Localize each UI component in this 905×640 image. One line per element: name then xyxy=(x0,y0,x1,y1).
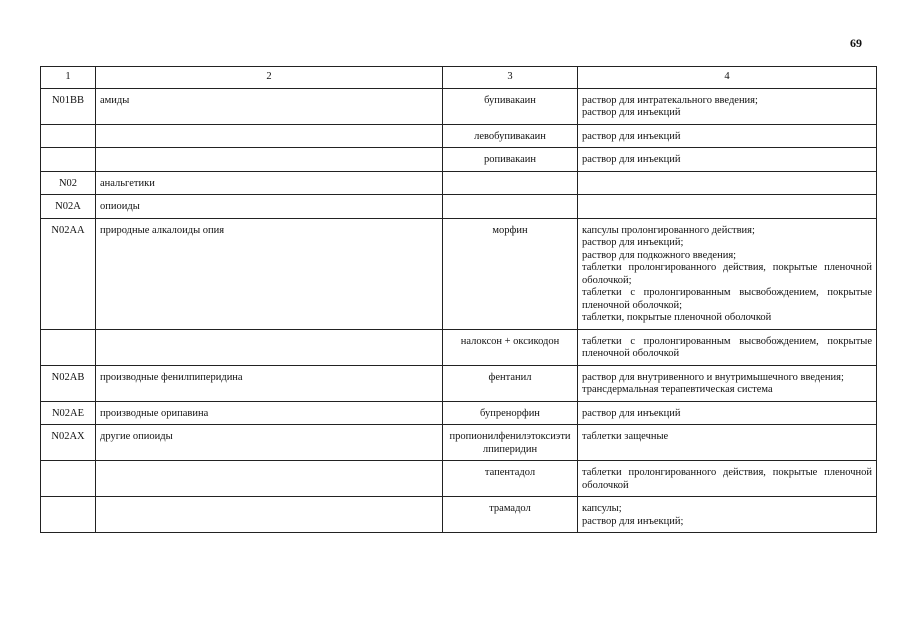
dosage-form: таблетки, покрытые пленочной оболочкой xyxy=(582,312,772,323)
drug-name-cell: бупренорфин xyxy=(443,401,578,425)
drug-name-cell: налоксон + оксикодон xyxy=(443,329,578,365)
dosage-form: раствор для инъекций xyxy=(582,407,681,419)
atc-group-cell: амиды xyxy=(96,88,443,124)
dosage-forms-cell xyxy=(578,171,877,195)
table-row xyxy=(41,425,877,461)
dosage-form: трансдермальная терапевтическая система xyxy=(582,384,773,395)
atc-code-cell xyxy=(41,148,96,172)
atc-code-cell xyxy=(41,497,96,533)
dosage-form: раствор для внутривенного и внутримышечного введения; xyxy=(582,371,844,383)
table-row xyxy=(41,148,877,172)
atc-code-cell: N02AB xyxy=(41,365,96,401)
table-row xyxy=(41,497,877,533)
table-row xyxy=(41,195,877,219)
column-header-1: 1 xyxy=(41,67,96,89)
atc-code-cell: N02 xyxy=(41,171,96,195)
atc-code-cell: N02AA xyxy=(41,218,96,329)
atc-group-cell xyxy=(96,329,443,365)
dosage-form: раствор для инъекций xyxy=(582,107,681,118)
drug-name-cell xyxy=(443,195,578,219)
atc-code-cell: N01BB xyxy=(41,88,96,124)
atc-group-cell: другие опиоиды xyxy=(96,425,443,461)
dosage-form: таблетки защечные xyxy=(582,431,669,442)
dosage-forms-cell xyxy=(578,148,877,172)
atc-group-cell: природные алкалоиды опия xyxy=(96,218,443,329)
drug-name-cell: пропионилфенилэтоксиэтилпиперидин xyxy=(443,425,578,461)
dosage-form: раствор для инъекций; xyxy=(582,237,684,248)
table-row xyxy=(41,329,877,365)
atc-group-cell xyxy=(96,461,443,497)
table-row xyxy=(41,401,877,425)
dosage-form: раствор для инъекций xyxy=(582,154,681,165)
atc-code-cell xyxy=(41,124,96,148)
table-row xyxy=(41,218,877,329)
drug-name-cell xyxy=(443,171,578,195)
column-header-3: 3 xyxy=(443,67,578,89)
atc-code-cell: N02AE xyxy=(41,401,96,425)
drug-name-cell: ропивакаин xyxy=(443,148,578,172)
table-row xyxy=(41,88,877,124)
atc-code-cell xyxy=(41,461,96,497)
dosage-form: капсулы; xyxy=(582,503,622,514)
atc-group-cell: производные орипавина xyxy=(96,401,443,425)
dosage-forms-cell xyxy=(578,425,877,461)
drug-name-cell: трамадол xyxy=(443,497,578,533)
dosage-form: капсулы пролонгированного действия; xyxy=(582,224,755,236)
atc-group-cell xyxy=(96,148,443,172)
drug-name-cell: бупивакаин xyxy=(443,88,578,124)
table-row xyxy=(41,171,877,195)
dosage-forms-cell xyxy=(578,88,877,124)
atc-code-cell: N02AX xyxy=(41,425,96,461)
drug-table xyxy=(40,66,877,533)
atc-group-cell xyxy=(96,124,443,148)
atc-group-cell: опиоиды xyxy=(96,195,443,219)
dosage-forms-cell xyxy=(578,195,877,219)
dosage-form: таблетки с пролонгированным высвобождением, покрытые пленочной оболочкой xyxy=(582,335,872,359)
drug-name-cell: тапентадол xyxy=(443,461,578,497)
drug-name-cell: левобупивакаин xyxy=(443,124,578,148)
dosage-forms-cell xyxy=(578,365,877,401)
dosage-form: раствор для интратекального введения; xyxy=(582,94,758,106)
dosage-form: таблетки пролонгированного действия, покрытые пленочной оболочкой; xyxy=(582,262,872,286)
dosage-forms-cell xyxy=(578,218,877,329)
table-row xyxy=(41,461,877,497)
atc-group-cell: анальгетики xyxy=(96,171,443,195)
column-header-4: 4 xyxy=(578,67,877,89)
atc-code-cell xyxy=(41,329,96,365)
table-row xyxy=(41,365,877,401)
table-body xyxy=(41,88,877,533)
dosage-forms-cell xyxy=(578,401,877,425)
dosage-form: таблетки с пролонгированным высвобождением, покрытые пленочной оболочкой; xyxy=(582,287,872,311)
table-header-row xyxy=(41,67,877,89)
dosage-form: таблетки пролонгированного действия, покрытые пленочной оболочкой xyxy=(582,467,872,491)
drug-name-cell: фентанил xyxy=(443,365,578,401)
dosage-forms-cell xyxy=(578,329,877,365)
atc-group-cell xyxy=(96,497,443,533)
dosage-form: раствор для инъекций xyxy=(582,130,681,142)
dosage-forms-cell xyxy=(578,497,877,533)
dosage-forms-cell xyxy=(578,124,877,148)
atc-group-cell: производные фенилпиперидина xyxy=(96,365,443,401)
dosage-forms-cell xyxy=(578,461,877,497)
dosage-form: раствор для инъекций; xyxy=(582,515,684,527)
table-row xyxy=(41,124,877,148)
atc-code-cell: N02A xyxy=(41,195,96,219)
column-header-2: 2 xyxy=(96,67,443,89)
dosage-form: раствор для подкожного введения; xyxy=(582,249,737,261)
drug-name-cell: морфин xyxy=(443,218,578,329)
page-number: 69 xyxy=(850,36,862,50)
